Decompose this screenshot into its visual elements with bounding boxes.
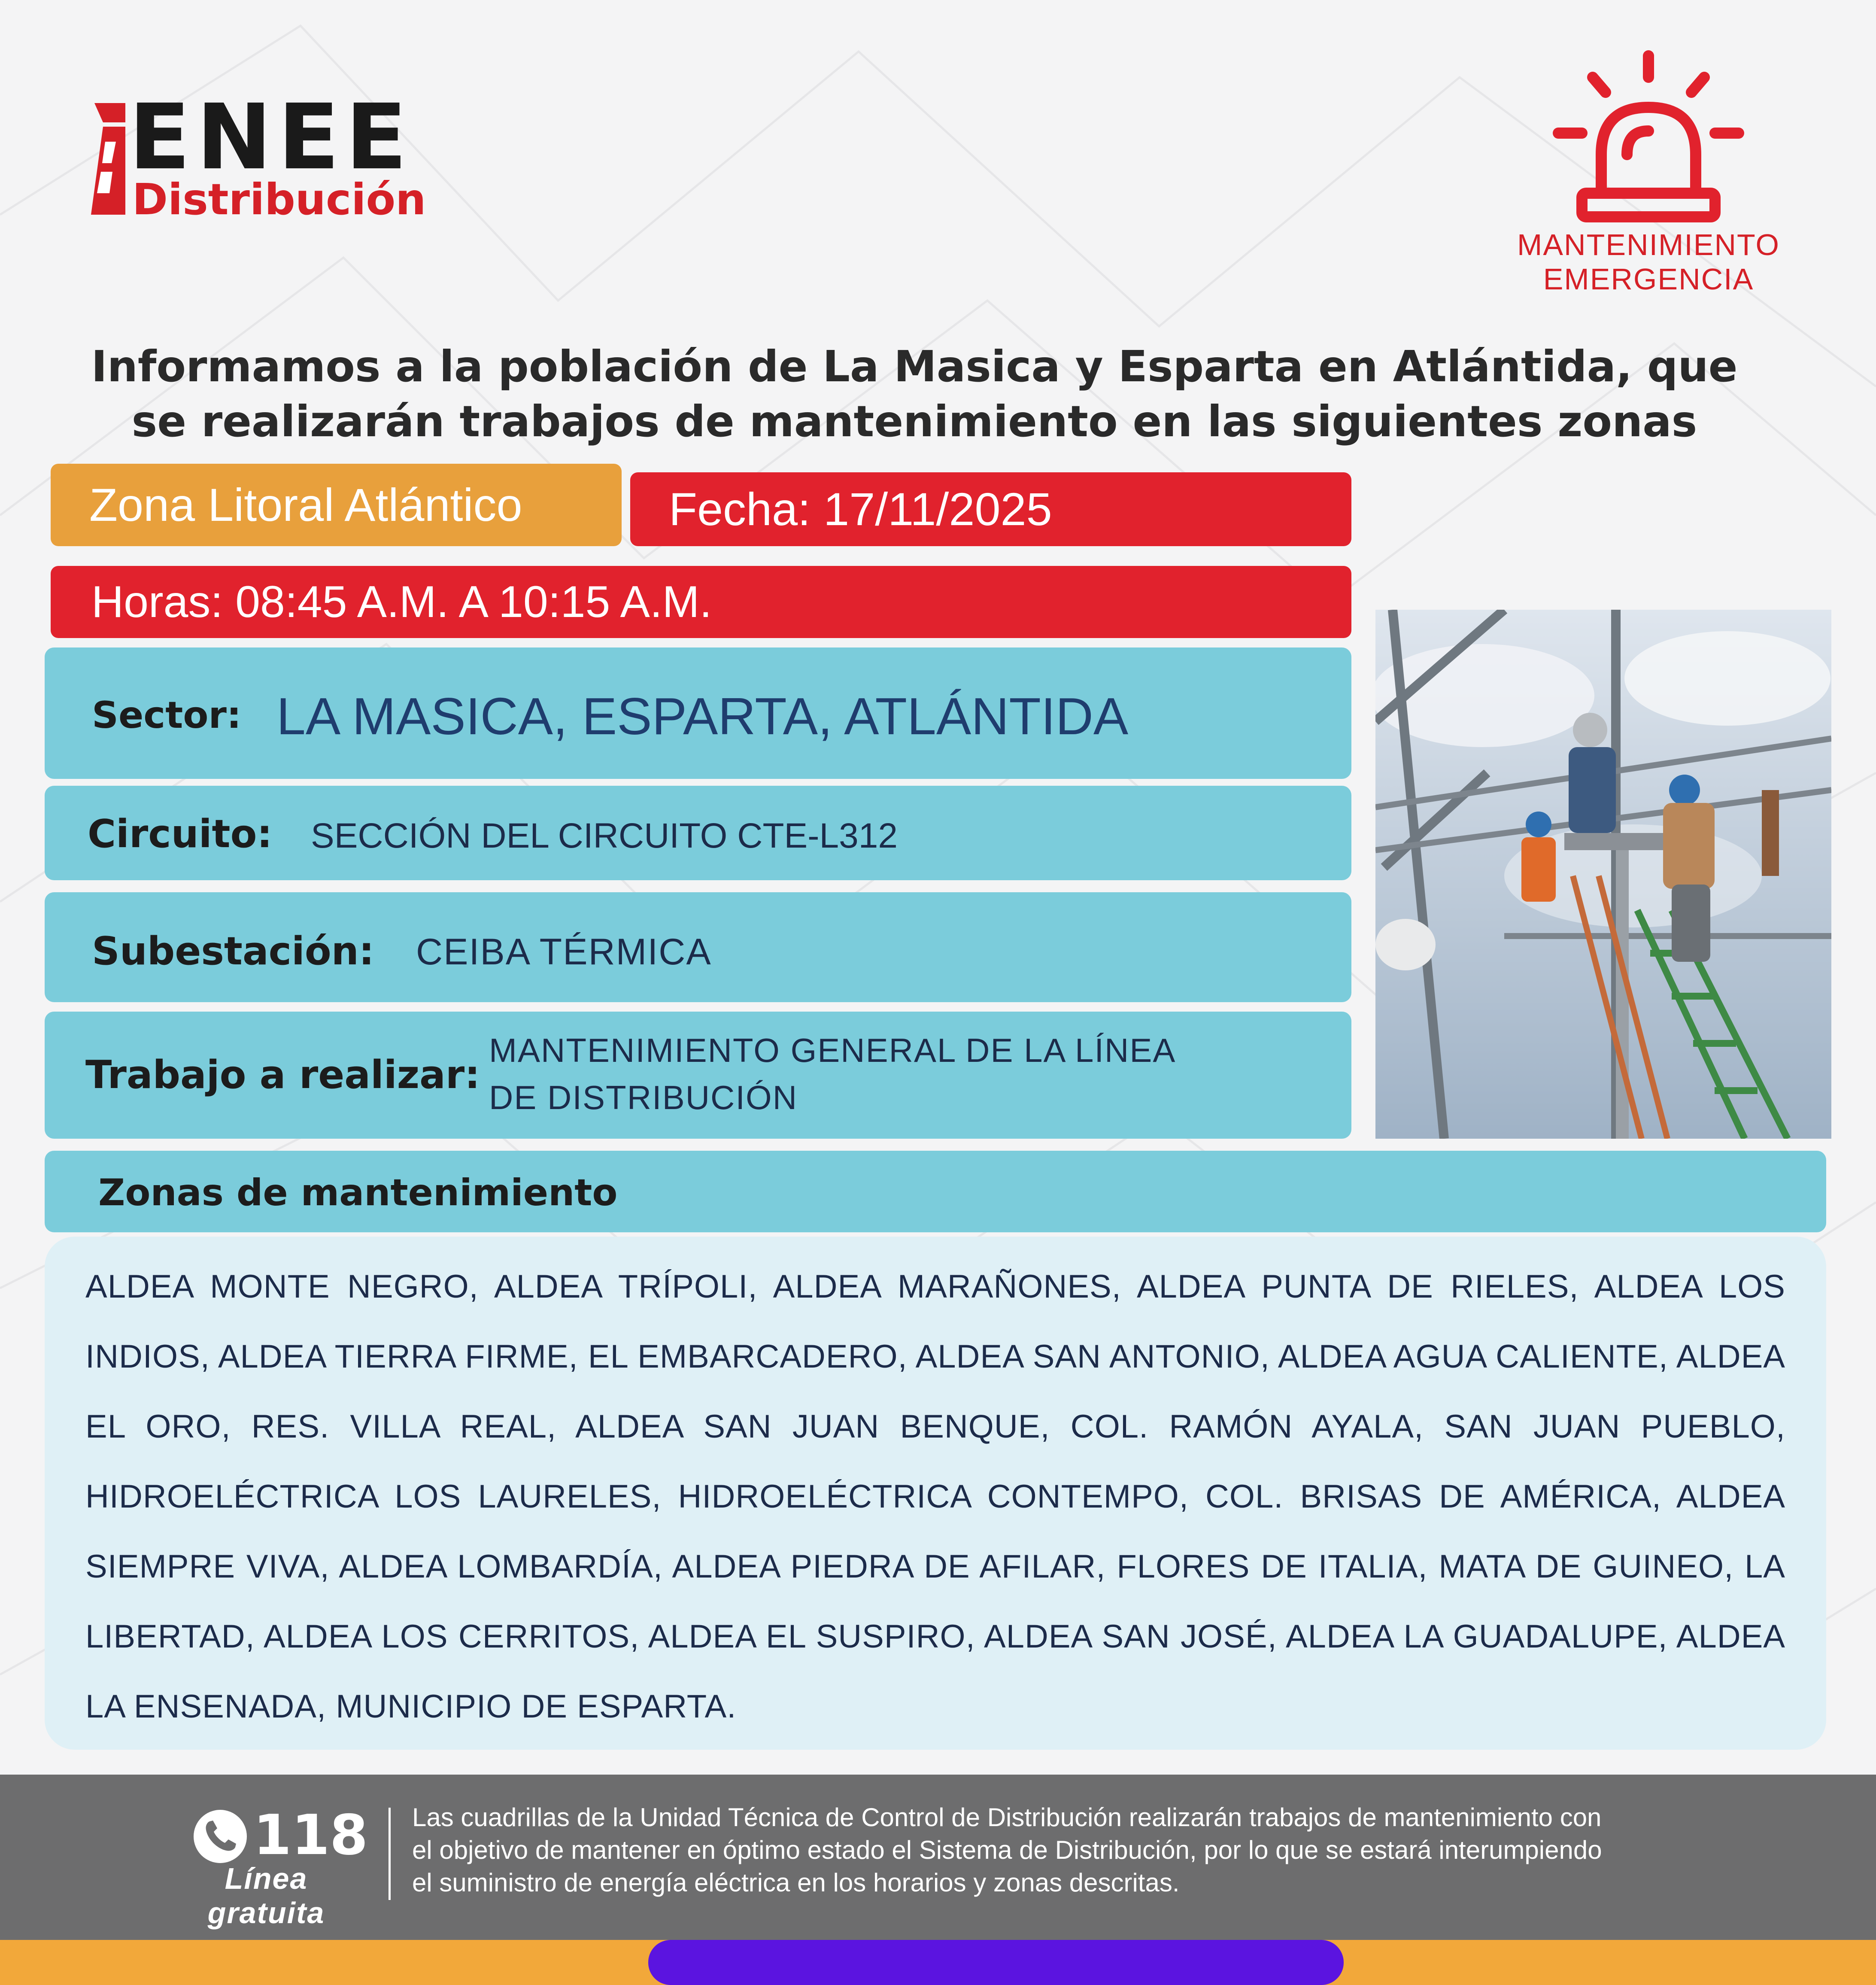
trabajo-label: Trabajo a realizar: bbox=[85, 1052, 480, 1097]
footer-divider bbox=[389, 1808, 391, 1900]
badge-line-1: MANTENIMIENTO bbox=[1517, 228, 1780, 261]
linemen-photo bbox=[1375, 610, 1831, 1139]
trabajo-value-line-2: DE DISTRIBUCIÓN bbox=[489, 1079, 798, 1116]
footer-line-1: Las cuadrillas de la Unidad Técnica de Control de Distribución realizarán trabajos de mantenimiento con bbox=[412, 1803, 1602, 1832]
headline bbox=[34, 339, 1794, 449]
bottom-accent bbox=[670, 1940, 1322, 1985]
tower-mark-icon bbox=[86, 103, 125, 215]
footer-text bbox=[412, 1801, 1816, 1899]
logo-wordmark: ENEE bbox=[129, 85, 413, 190]
phone-label: Línea gratuita bbox=[207, 1862, 325, 1930]
circuito-box bbox=[45, 786, 1351, 880]
headline-line-1: Informamos a la población de La Masica y Esparta en Atlántida, que bbox=[91, 341, 1738, 392]
subestacion-label: Subestación: bbox=[92, 929, 374, 974]
subestacion-value: CEIBA TÉRMICA bbox=[416, 931, 712, 973]
badge-line-2: EMERGENCIA bbox=[1543, 262, 1754, 296]
phone-icon bbox=[192, 1809, 248, 1864]
horas-pill: Horas: 08:45 A.M. A 10:15 A.M. bbox=[51, 566, 1351, 638]
zonas-list: ALDEA MONTE NEGRO, ALDEA TRÍPOLI, ALDEA MARAÑONES, ALDEA PUNTA DE RIELES, ALDEA LOS INDIOS, ALDEA TIERRA FIRME, EL EMBARCADERO, ALDEA SAN ANTONIO, ALDEA AGUA CALIENTE, ALDEA EL ORO, RES. VILLA REAL, ALDEA SAN JUAN BENQUE, COL. RAMÓN AYALA, SAN JUAN PUEBLO, HIDROELÉCTRICA LOS LAURELES, HIDROELÉCTRICA CONTEMPO, COL. BRISAS DE AMÉRICA, ALDEA SIEMPRE VIVA, ALDEA LOMBARDÍA, ALDEA PIEDRA DE AFILAR, FLORES DE ITALIA, MATA DE GUINEO, LA LIBERTAD, ALDEA LOS CERRITOS, ALDEA EL SUSPIRO, ALDEA SAN JOSÉ, ALDEA LA GUADALUPE, ALDEA LA ENSENADA, MUNICIPIO DE ESPARTA. bbox=[85, 1268, 1785, 1725]
trabajo-value-line-1: MANTENIMIENTO GENERAL DE LA LÍNEA bbox=[489, 1031, 1176, 1069]
zonas-heading: Zonas de mantenimiento bbox=[98, 1171, 618, 1214]
siren-icon bbox=[1545, 47, 1752, 228]
trabajo-value bbox=[489, 1027, 1305, 1121]
enee-logo bbox=[82, 85, 468, 225]
footer-line-3: el suministro de energía eléctrica en los horarios y zonas descritas. bbox=[412, 1868, 1180, 1897]
emergency-badge bbox=[1460, 47, 1837, 313]
sector-label: Sector: bbox=[92, 694, 242, 737]
logo-subtitle: Distribución bbox=[132, 174, 426, 225]
sector-box bbox=[45, 647, 1351, 779]
subestacion-box bbox=[45, 892, 1351, 1002]
trabajo-box bbox=[45, 1012, 1351, 1139]
zona-pill: Zona Litoral Atlántico bbox=[51, 464, 622, 546]
bottom-accent-right-cap bbox=[1301, 1940, 1344, 1985]
zonas-heading-bar bbox=[45, 1151, 1826, 1232]
footer-line-2: el objetivo de mantener en óptimo estado el Sistema de Distribución, por lo que se estará interumpiendo bbox=[412, 1836, 1602, 1864]
headline-line-2: se realizarán trabajos de mantenimiento en las siguientes zonas bbox=[131, 396, 1697, 447]
circuito-label: Circuito: bbox=[88, 812, 273, 857]
phone-number: 118 bbox=[253, 1803, 368, 1867]
circuito-value: SECCIÓN DEL CIRCUITO CTE-L312 bbox=[311, 816, 898, 855]
fecha-pill: Fecha: 17/11/2025 bbox=[630, 472, 1351, 546]
sector-value: LA MASICA, ESPARTA, ATLÁNTIDA bbox=[276, 687, 1129, 745]
zonas-list-box bbox=[45, 1237, 1826, 1750]
